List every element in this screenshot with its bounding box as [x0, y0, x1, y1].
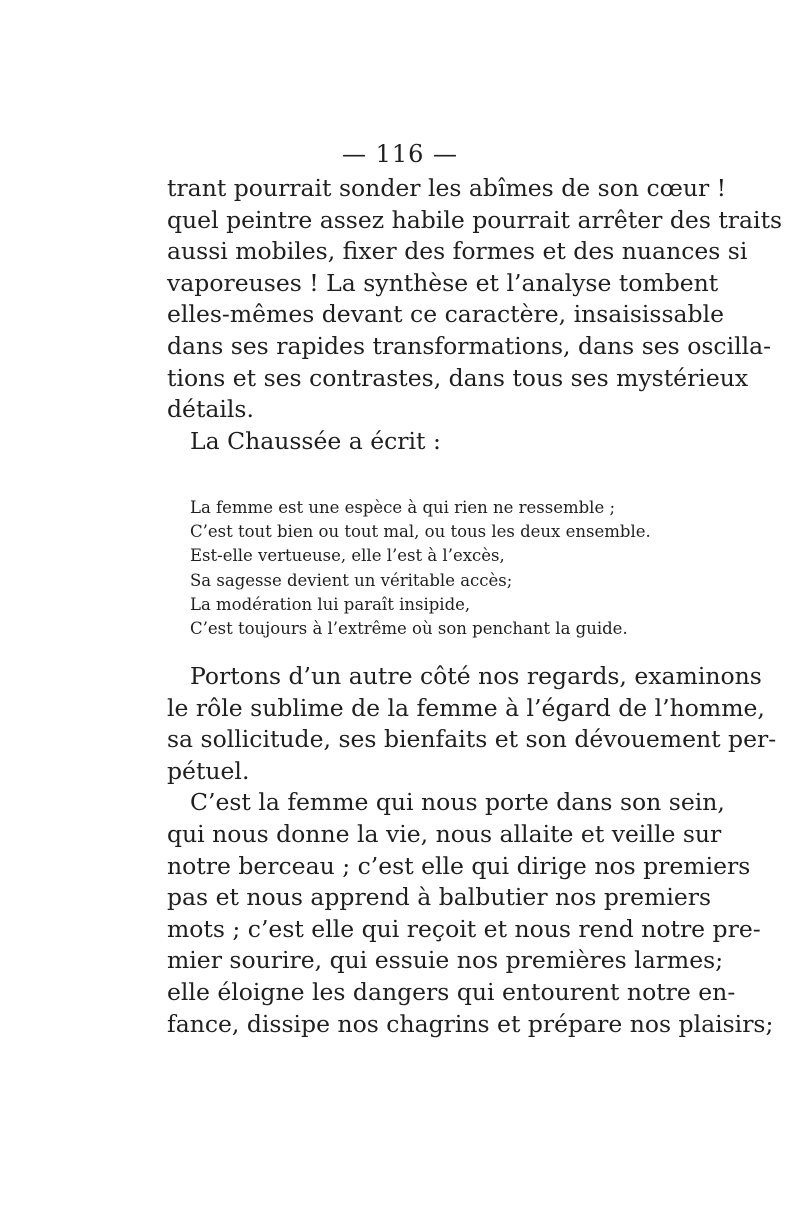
- text-line: mier sourire, qui essuie nos premières larmes;: [167, 946, 724, 975]
- text-line: sa sollicitude, ses bienfaits et son dévouement per-: [167, 725, 777, 754]
- verse-line: La modération lui paraît insipide,: [190, 594, 471, 614]
- text-line: pétuel.: [167, 756, 250, 785]
- verse-line: C’est tout bien ou tout mal, ou tous les deux ensemble.: [190, 522, 651, 542]
- text-line: vaporeuses ! La synthèse et l’analyse tombent: [167, 268, 719, 297]
- verse-line: Est-elle vertueuse, elle l’est à l’excès,: [190, 546, 505, 566]
- text-line: C’est la femme qui nous porte dans son sein,: [190, 788, 725, 817]
- text-line: dans ses rapides transformations, dans ses oscilla-: [167, 331, 772, 360]
- text-line: qui nous donne la vie, nous allaite et veille sur: [167, 819, 722, 848]
- text-line: quel peintre assez habile pourrait arrêter des traits: [167, 205, 783, 234]
- text-line: le rôle sublime de la femme à l’égard de l’homme,: [167, 693, 765, 722]
- paragraph-bottom: [167, 661, 777, 1040]
- page-number: — 116 —: [341, 140, 459, 168]
- text-line: tions et ses contrastes, dans tous ses mystérieux: [167, 363, 749, 392]
- text-line: elle éloigne les dangers qui entourent notre en-: [167, 977, 736, 1006]
- text-line: pas et nous apprend à balbutier nos premiers: [167, 883, 712, 912]
- text-line: notre berceau ; c’est elle qui dirige nos premiers: [167, 851, 751, 880]
- text-line: aussi mobiles, fixer des formes et des nuances si: [167, 237, 748, 266]
- paragraph-top: [167, 173, 783, 457]
- verse-quotation: [190, 496, 650, 641]
- text-line: trant pourrait sonder les abîmes de son cœur !: [167, 174, 727, 202]
- text-line: Portons d’un autre côté nos regards, examinons: [190, 662, 762, 690]
- quote-intro-line: La Chaussée a écrit :: [190, 426, 441, 455]
- text-line: mots ; c’est elle qui reçoit et nous rend notre pre-: [167, 914, 761, 943]
- verse-line: C’est toujours à l’extrême où son penchant la guide.: [190, 619, 628, 639]
- verse-line: La femme est une espèce à qui rien ne ressemble ;: [190, 498, 616, 517]
- text-line: elles-mêmes devant ce caractère, insaisissable: [167, 300, 725, 329]
- text-line: détails.: [167, 395, 254, 424]
- verse-line: Sa sagesse devient un véritable accès;: [190, 570, 513, 590]
- text-line: fance, dissipe nos chagrins et prépare nos plaisirs;: [167, 1009, 774, 1038]
